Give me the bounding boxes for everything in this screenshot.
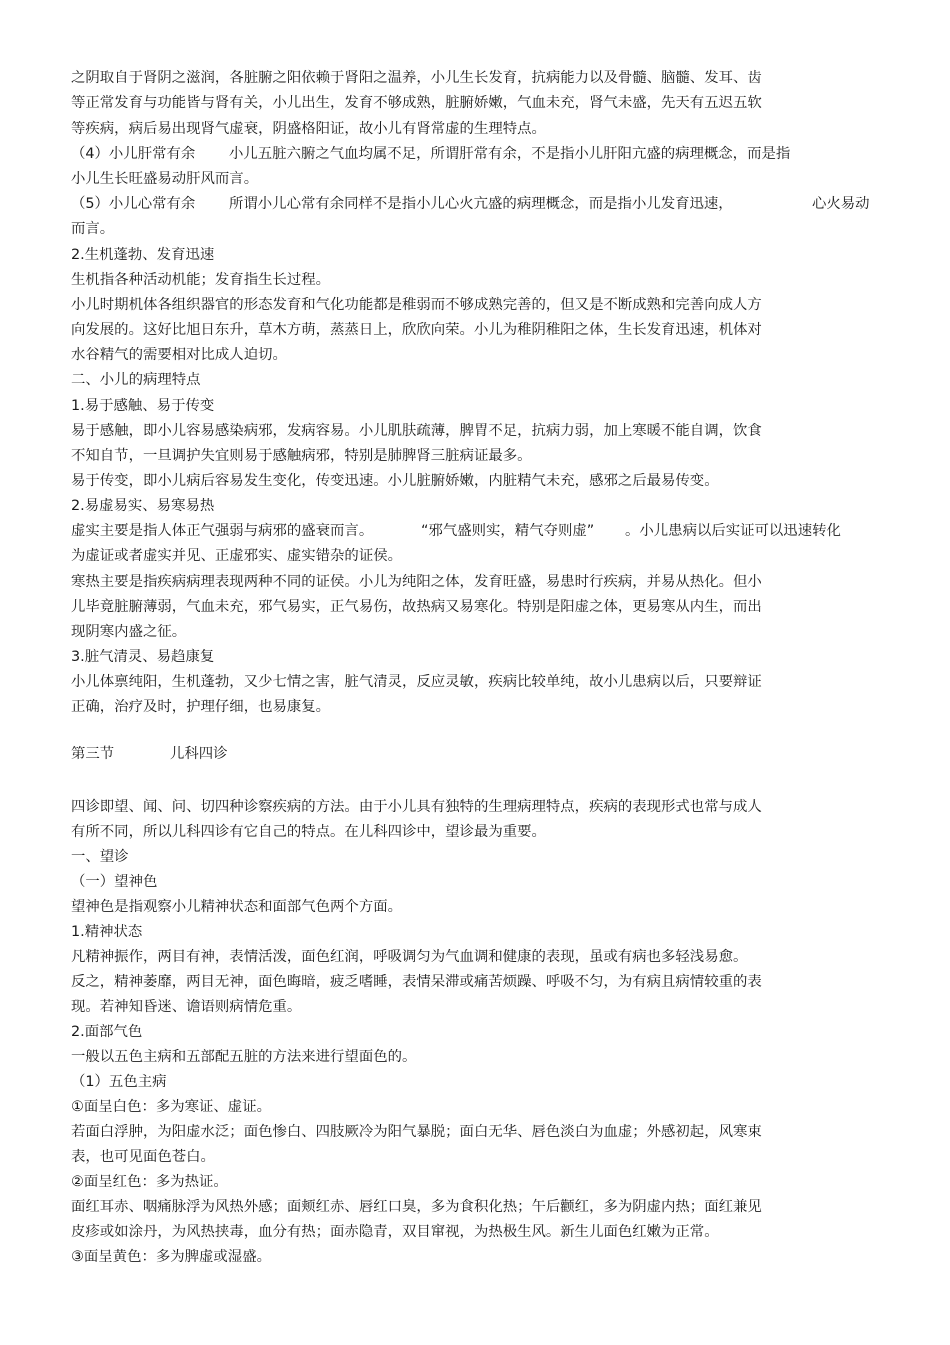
text-line: 所谓小儿心常有余同样不是指小儿心火亢盛的病理概念，而是指小儿发育迅速，	[229, 196, 733, 212]
text-line: 面红耳赤、咽痛脉浮为风热外感；面颊红赤、唇红口臭，多为食积化热；午后颧红，多为阴虚内热；面红兼见	[71, 1199, 762, 1215]
text-line: 有所不同，所以儿科四诊有它自己的特点。在儿科四诊中，望诊最为重要。	[71, 824, 546, 840]
text-line: 一般以五色主病和五部配五脏的方法来进行望面色的。	[71, 1049, 417, 1065]
text-line: 小儿体禀纯阳，生机蓬勃，又少七情之害，脏气清灵，反应灵敏，疾病比较单纯，故小儿患病以后，只要辩证	[71, 674, 762, 690]
text-line: 。小儿患病以后实证可以迅速转化	[625, 523, 841, 539]
text-line: 而言。	[71, 221, 115, 237]
subheading: 2.易虚易实、易寒易热	[71, 498, 215, 514]
text-line: 向发展的。这好比旭日东升，草木方萌，蒸蒸日上，欣欣向荣。小儿为稚阴稚阳之体，生长发育迅速，机体对	[71, 322, 762, 338]
text-line: ③面呈黄色：多为脾虚或湿盛。	[71, 1249, 271, 1265]
text-line: 凡精神振作，两目有神，表情活泼，面色红润，呼吸调匀为气血调和健康的表现，虽或有病也多轻浅易愈。	[71, 949, 748, 965]
text-line: 虚实主要是指人体正气强弱与病邪的盛衰而言。	[71, 523, 374, 539]
text-line: 小儿时期机体各组织器官的形态发育和气化功能都是稚弱而不够成熟完善的，但又是不断成熟和完善向成人方	[71, 297, 762, 313]
text-line: 小儿生长旺盛易动肝风而言。	[71, 171, 259, 187]
subheading: 1.易于感触、易于传变	[71, 398, 215, 414]
text-line: 为虚证或者虚实并见、正虚邪实、虚实错杂的证侯。	[71, 548, 402, 564]
subheading: （4）小儿肝常有余	[71, 146, 196, 162]
quote-text: “邪气盛则实，精气夺则虚”	[421, 523, 595, 539]
text-line: 易于传变，即小儿病后容易发生变化，传变迅速。小儿脏腑娇嫩，内脏精气未充，感邪之后最易传变。	[71, 473, 719, 489]
text-line: 皮疹或如涂丹，为风热挟毒，血分有热；面赤隐青，双目窜视，为热极生风。新生儿面色红嫩为正常。	[71, 1224, 719, 1240]
subheading: 3.脏气清灵、易趋康复	[71, 649, 215, 665]
text-line: 四诊即望、闻、问、切四种诊察疾病的方法。由于小儿具有独特的生理病理特点，疾病的表现形式也常与成人	[71, 799, 762, 815]
text-line: 现阴寒内盛之征。	[71, 624, 187, 640]
text-line: 若面白浮肿，为阳虚水泛；面色惨白、四肢厥冷为阳气暴脱；面白无华、唇色淡白为血虚；外感初起，风寒束	[71, 1124, 762, 1140]
text-line: 寒热主要是指疾病病理表现两种不同的证侯。小儿为纯阳之体，发育旺盛，易患时行疾病，并易从热化。但小	[71, 574, 762, 590]
text-line: 生机指各种活动机能；发育指生长过程。	[71, 272, 331, 288]
chapter-title: 儿科四诊	[170, 746, 228, 762]
text-line: 反之，精神萎靡，两目无神，面色晦暗，疲乏嗜睡，表情呆滞或痛苦烦躁、呼吸不匀，为有病且病情较重的表	[71, 974, 762, 990]
text-line: 小儿五脏六腑之气血均属不足，所谓肝常有余，不是指小儿肝阳亢盛的病理概念，而是指	[229, 146, 791, 162]
text-line: ①面呈白色：多为寒证、虚证。	[71, 1099, 271, 1115]
subheading: （5）小儿心常有余	[71, 196, 196, 212]
text-line: 不知自节，一旦调护失宜则易于感触病邪，特别是肺脾肾三脏病证最多。	[71, 448, 532, 464]
text-line: 易于感触，即小儿容易感染病邪，发病容易。小儿肌肤疏薄，脾胃不足，抗病力弱，加上寒暖不能自调，饮食	[71, 423, 762, 439]
section-heading: 二、小儿的病理特点	[71, 372, 201, 388]
text-line: ②面呈红色：多为热证。	[71, 1174, 228, 1190]
text-line: 正确，治疗及时，护理仔细，也易康复。	[71, 699, 331, 715]
chapter-number: 第三节	[71, 746, 115, 762]
subheading: 2.面部气色	[71, 1024, 143, 1040]
text-line: 表，也可见面色苍白。	[71, 1149, 215, 1165]
subheading: 2.生机蓬勃、发育迅速	[71, 247, 215, 263]
text-line: 等正常发育与功能皆与肾有关，小儿出生，发育不够成熟，脏腑娇嫩，气血未充，肾气未盛，先天有五迟五软	[71, 95, 762, 111]
text-line: 等疾病，病后易出现肾气虚衰，阴盛格阳证，故小儿有肾常虚的生理特点。	[71, 121, 546, 137]
subheading: （一）望神色	[71, 874, 158, 890]
text-line: 望神色是指观察小儿精神状态和面部气色两个方面。	[71, 899, 402, 915]
subheading: （1）五色主病	[71, 1074, 167, 1090]
text-line: 现。若神知昏迷、谵语则病情危重。	[71, 999, 302, 1015]
text-line: 心火易动	[812, 196, 870, 212]
text-line: 水谷精气的需要相对比成人迫切。	[71, 347, 287, 363]
subheading: 1.精神状态	[71, 924, 143, 940]
text-line: 之阴取自于肾阴之滋润，各脏腑之阳依赖于肾阳之温养，小儿生长发育，抗病能力以及骨髓、脑髓、发耳、齿	[71, 70, 762, 86]
text-line: 儿毕竟脏腑薄弱，气血未充，邪气易实，正气易伤，故热病又易寒化。特别是阳虚之体，更易寒从内生，而出	[71, 599, 762, 615]
section-heading: 一、望诊	[71, 849, 129, 865]
